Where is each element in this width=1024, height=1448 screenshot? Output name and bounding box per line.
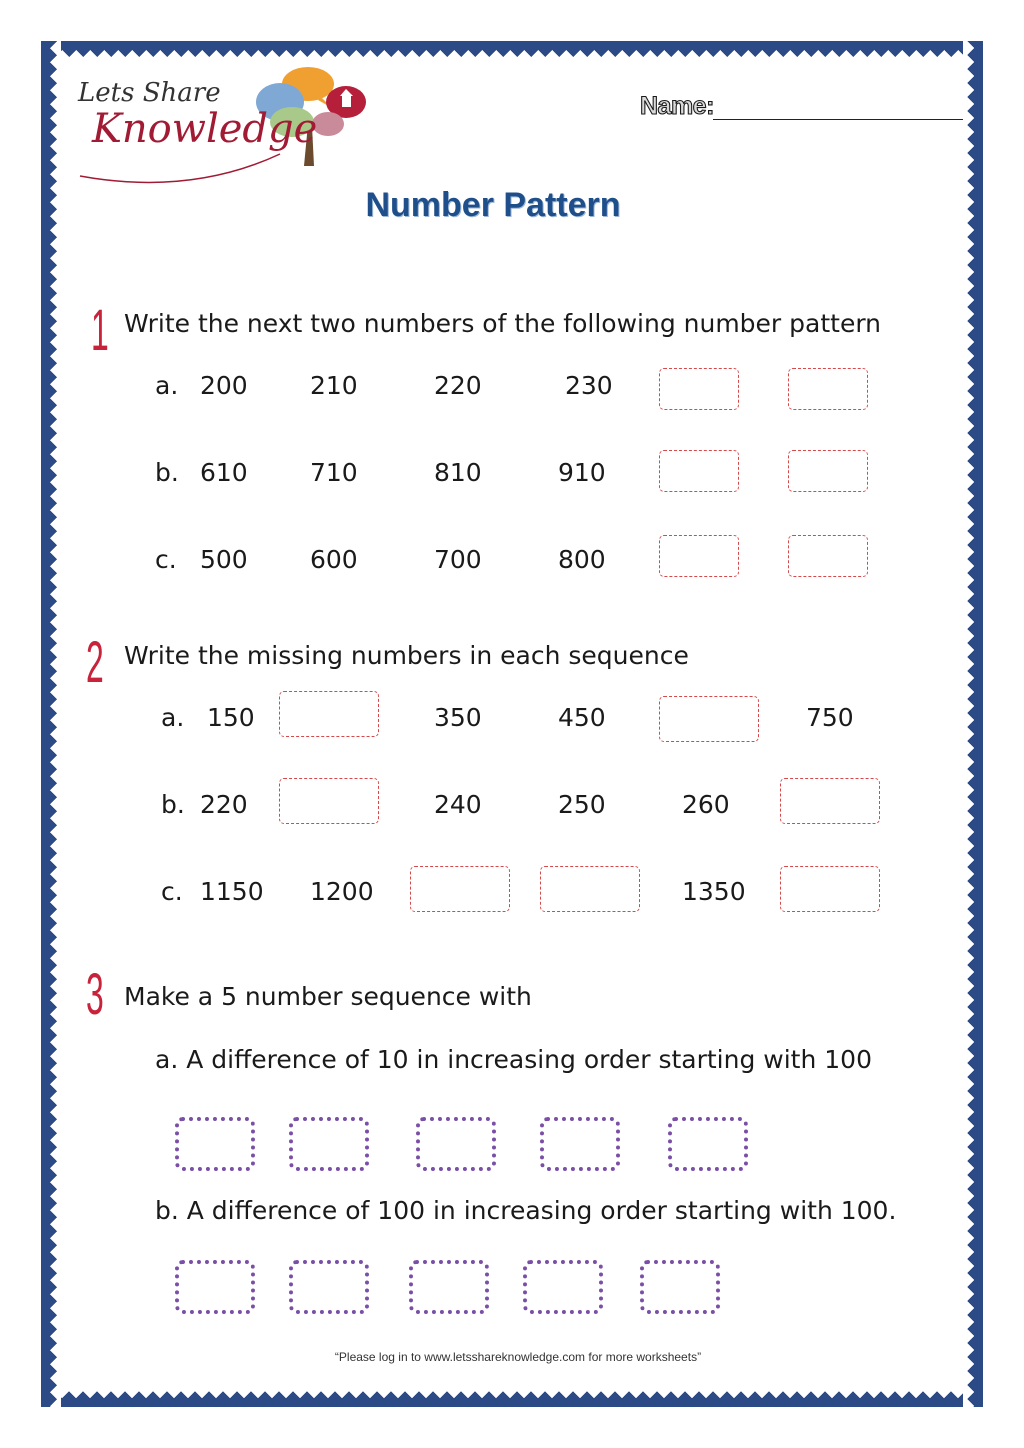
q3-part-a-text: a. A difference of 10 in increasing order starting with 100 — [155, 1045, 872, 1074]
q2-row-b-value: 240 — [434, 790, 482, 819]
missing-number-box[interactable] — [540, 866, 640, 912]
q2-row-a-value: 750 — [806, 703, 854, 732]
sequence-box[interactable] — [523, 1260, 603, 1314]
sequence-box[interactable] — [409, 1260, 489, 1314]
name-label: Name: — [640, 92, 714, 120]
logo-text-knowledge: Knowledge — [92, 106, 318, 152]
question-2-number: 2 — [86, 630, 104, 695]
q2-row-c-value: 1200 — [310, 877, 374, 906]
q1-row-a-label: a. — [155, 371, 179, 400]
answer-box[interactable] — [788, 450, 868, 492]
page-border-left — [41, 41, 61, 1407]
q1-row-c-value: 800 — [558, 545, 606, 574]
logo-text-lets-share: Lets Share — [78, 78, 221, 108]
page-border-right — [963, 41, 983, 1407]
q2-row-b-label: b. — [161, 790, 185, 819]
sequence-box[interactable] — [289, 1117, 369, 1171]
q1-row-c-value: 600 — [310, 545, 358, 574]
q1-row-a-value: 210 — [310, 371, 358, 400]
q1-row-b-label: b. — [155, 458, 179, 487]
missing-number-box[interactable] — [659, 696, 759, 742]
answer-box[interactable] — [788, 368, 868, 410]
name-field[interactable] — [713, 119, 963, 120]
q2-row-a-value: 150 — [207, 703, 255, 732]
question-1-number: 1 — [91, 298, 109, 363]
question-2-text: Write the missing numbers in each sequence — [124, 641, 689, 670]
q1-row-b-value: 910 — [558, 458, 606, 487]
sequence-box[interactable] — [175, 1260, 255, 1314]
missing-number-box[interactable] — [780, 778, 880, 824]
q1-row-a-value: 220 — [434, 371, 482, 400]
q2-row-c-value: 1150 — [200, 877, 264, 906]
missing-number-box[interactable] — [780, 866, 880, 912]
missing-number-box[interactable] — [279, 778, 379, 824]
answer-box[interactable] — [788, 535, 868, 577]
q1-row-b-value: 710 — [310, 458, 358, 487]
sequence-box[interactable] — [668, 1117, 748, 1171]
q3-part-b-text: b. A difference of 100 in increasing order starting with 100. — [155, 1196, 897, 1225]
q2-row-c-label: c. — [161, 877, 183, 906]
page-title: Number Pattern — [365, 186, 621, 224]
q2-row-a-label: a. — [161, 703, 185, 732]
q1-row-a-value: 200 — [200, 371, 248, 400]
q1-row-a-value: 230 — [565, 371, 613, 400]
q2-row-b-value: 260 — [682, 790, 730, 819]
question-1-text: Write the next two numbers of the following number pattern — [124, 309, 882, 338]
answer-box[interactable] — [659, 535, 739, 577]
sequence-box[interactable] — [540, 1117, 620, 1171]
question-3-text: Make a 5 number sequence with — [124, 982, 532, 1011]
q2-row-b-value: 220 — [200, 790, 248, 819]
sequence-box[interactable] — [175, 1117, 255, 1171]
answer-box[interactable] — [659, 368, 739, 410]
q2-row-c-value: 1350 — [682, 877, 746, 906]
q2-row-a-value: 350 — [434, 703, 482, 732]
missing-number-box[interactable] — [279, 691, 379, 737]
answer-box[interactable] — [659, 450, 739, 492]
logo — [70, 66, 370, 196]
page-border-bottom — [41, 1387, 983, 1407]
q2-row-a-value: 450 — [558, 703, 606, 732]
q2-row-b-value: 250 — [558, 790, 606, 819]
q1-row-b-value: 610 — [200, 458, 248, 487]
sequence-box[interactable] — [640, 1260, 720, 1314]
footer-note: “Please log in to www.letsshareknowledge.com for more worksheets” — [334, 1350, 702, 1364]
q1-row-c-label: c. — [155, 545, 177, 574]
q1-row-b-value: 810 — [434, 458, 482, 487]
sequence-box[interactable] — [416, 1117, 496, 1171]
page-border-top — [41, 41, 983, 61]
question-3-number: 3 — [86, 962, 104, 1027]
missing-number-box[interactable] — [410, 866, 510, 912]
sequence-box[interactable] — [289, 1260, 369, 1314]
q1-row-c-value: 700 — [434, 545, 482, 574]
q1-row-c-value: 500 — [200, 545, 248, 574]
